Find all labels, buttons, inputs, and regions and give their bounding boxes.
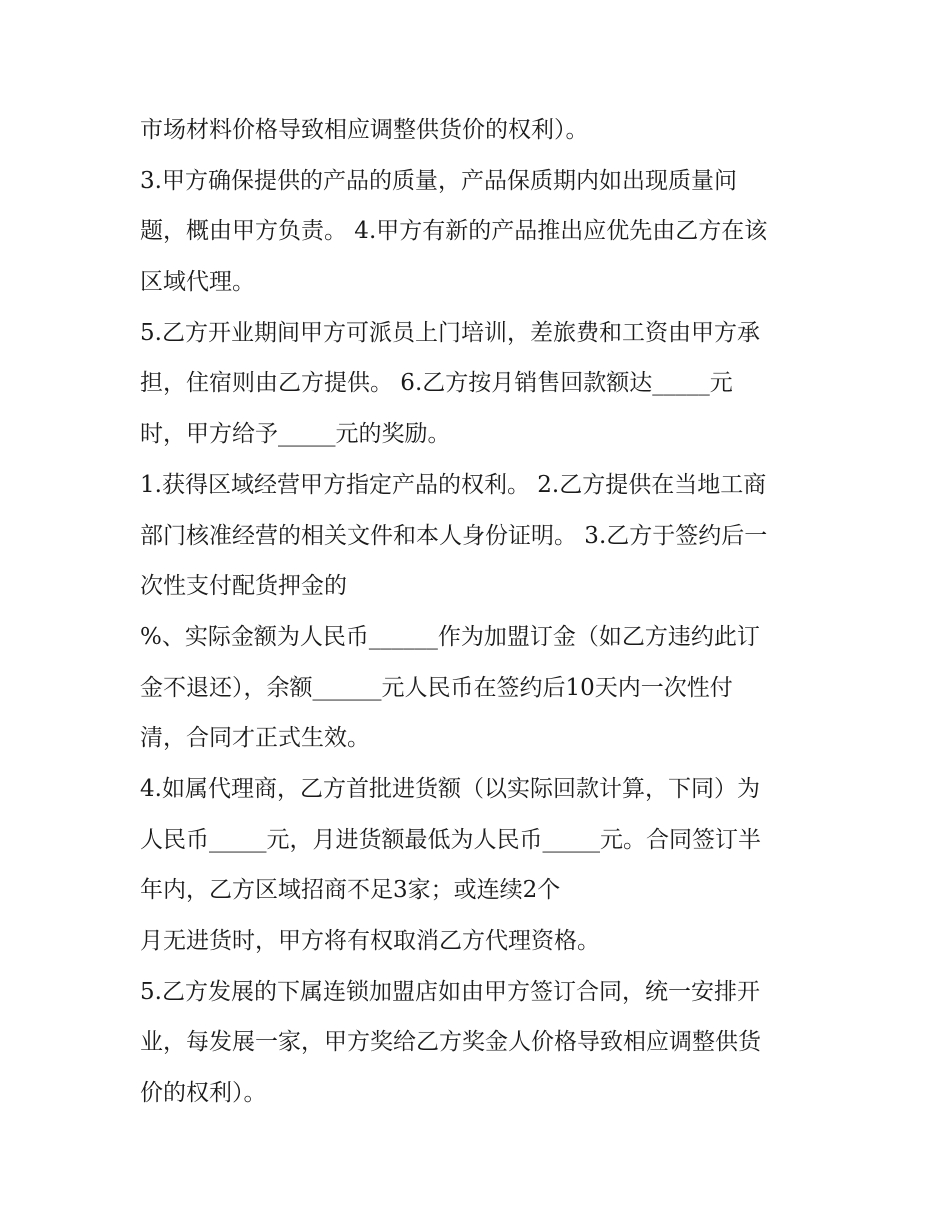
text-line: 5.乙方发展的下属连锁加盟店如由甲方签订合同，统一安排开 — [140, 978, 760, 1005]
text-line: 人民币_____元，月进货额最低为人民币_____元。合同签订半 — [140, 826, 761, 853]
text-line: 部门核准经营的相关文件和本人身份证明。 3.乙方于签约后一 — [140, 522, 768, 549]
text-line: %、实际金额为人民币______作为加盟订金（如乙方违约此订 — [140, 623, 760, 650]
text-line: 月无进货时，甲方将有权取消乙方代理资格。 — [140, 928, 600, 954]
text-line: 次性支付配货押金的 — [140, 573, 347, 600]
text-line: 区域代理。 — [140, 269, 255, 296]
text-line: 价的权利）。 — [140, 1080, 267, 1107]
text-line: 清，合同才正式生效。 — [140, 725, 370, 752]
text-line: 4.如属代理商，乙方首批进货额（以实际回款计算，下同）为 — [140, 775, 760, 802]
text-line: 年内，乙方区域招商不足3家；或连续2个 — [140, 877, 561, 904]
document-body — [140, 105, 830, 1119]
text-line: 3.甲方确保提供的产品的质量，产品保质期内如出现质量问 — [140, 167, 737, 194]
text-line: 时，甲方给予_____元的奖励。 — [140, 421, 451, 448]
text-line: 业，每发展一家，甲方奖给乙方奖金人价格导致相应调整供货 — [140, 1029, 761, 1056]
text-line: 5.乙方开业期间甲方可派员上门培训，差旅费和工资由甲方承 — [140, 319, 760, 346]
text-line: 题，概由甲方负责。 4.甲方有新的产品推出应优先由乙方在该 — [140, 218, 768, 245]
text-line: 担，住宿则由乙方提供。 6.乙方按月销售回款额达_____元 — [140, 370, 733, 397]
text-line: 1.获得区域经营甲方指定产品的权利。 2.乙方提供在当地工商 — [140, 471, 767, 498]
text-line: 金不退还），余额______元人民币在签约后10天内一次性付 — [140, 674, 733, 701]
text-line: 市场材料价格导致相应调整供货价的权利）。 — [140, 117, 589, 143]
